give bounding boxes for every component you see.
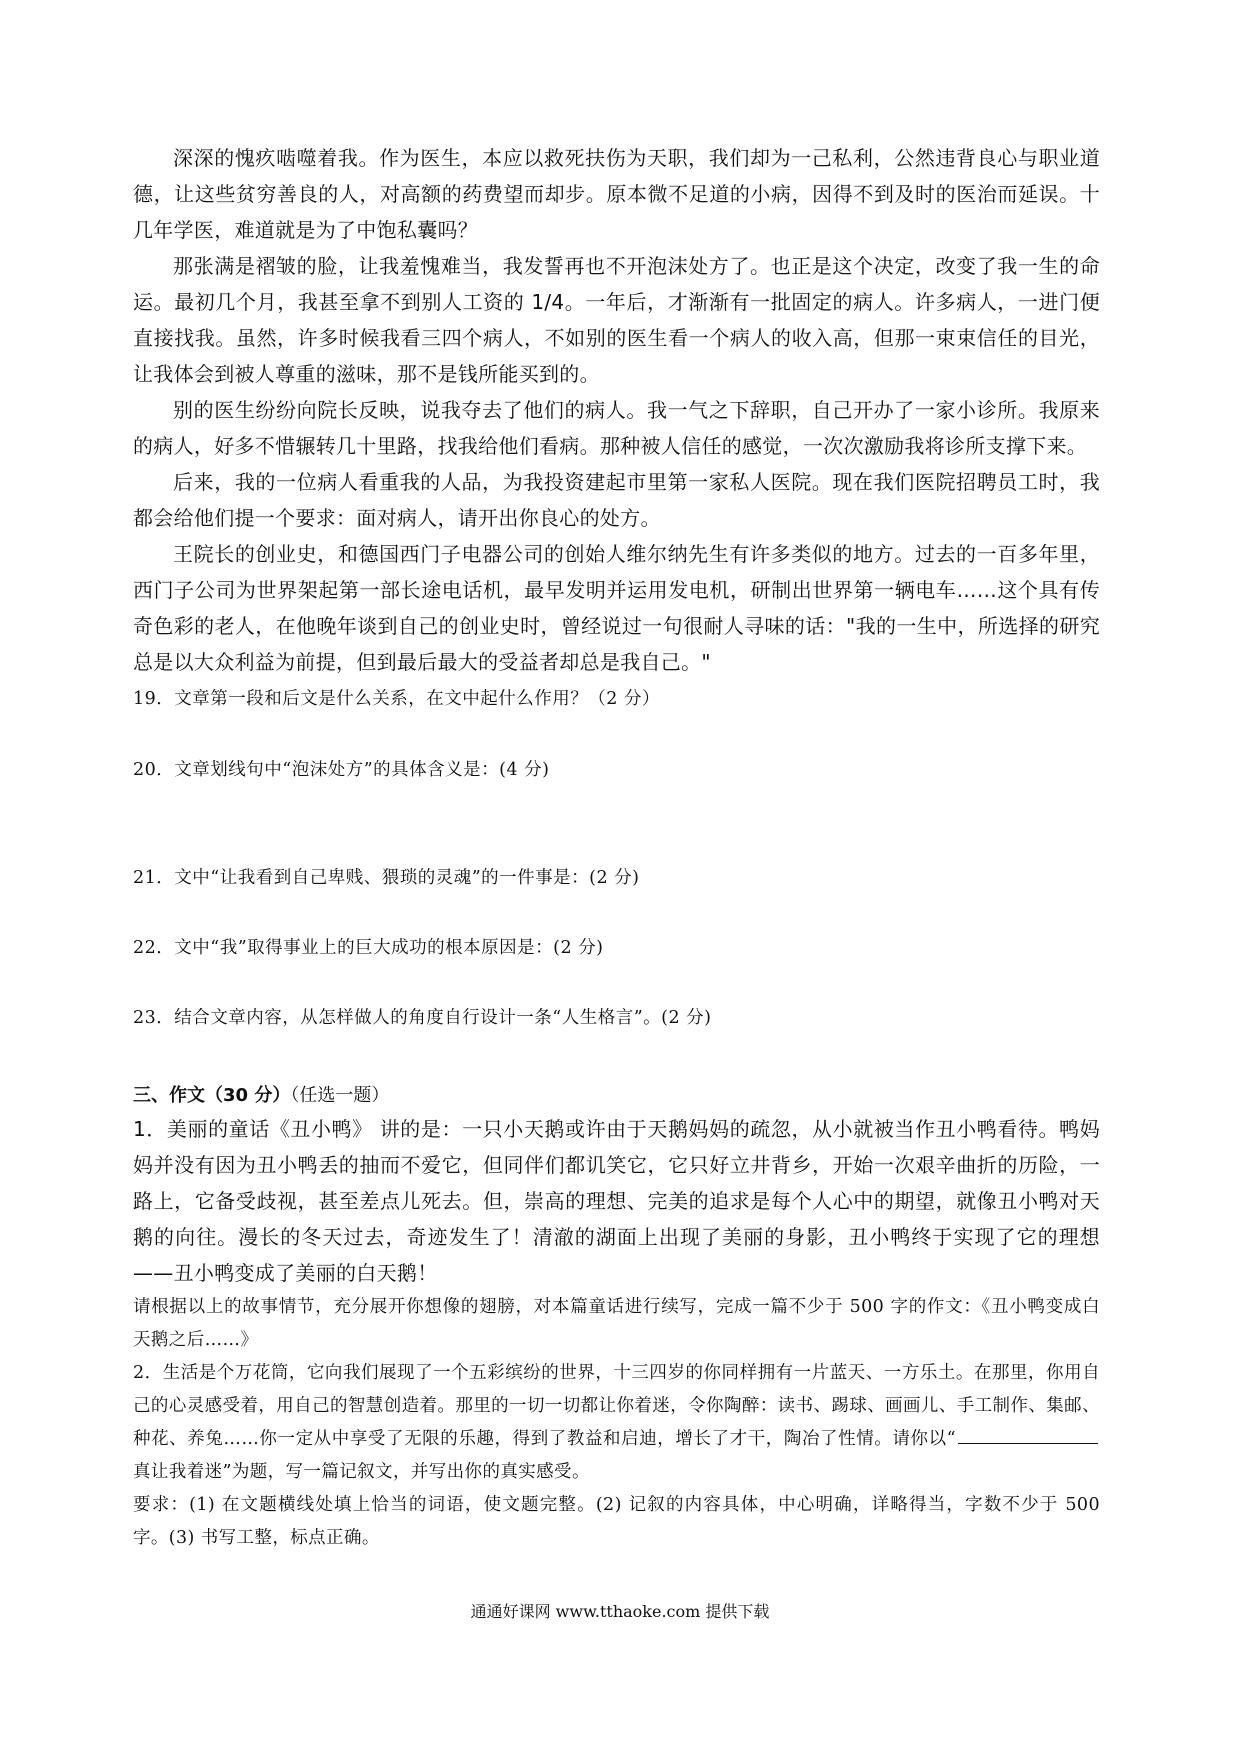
essay-option-1-instruction: 请根据以上的故事情节，充分展开你想像的翅膀，对本篇童话进行续写，完成一篇不少于 500 字的作文：《丑小鸭变成白天鹅之后……》 xyxy=(133,1297,1100,1350)
essay-option-1: 1．美丽的童话《丑小鸭》 讲的是：一只小天鹅或许由于天鹅妈妈的疏忽，从小就被当作丑小鸭看待。鸭妈妈并没有因为丑小鸭丢的抽而不爱它，但同伴们都讥笑它，它只好立井背乡，开始一次艰辛曲折的历险，一路上，它备受歧视，甚至差点儿死去。但，崇高的理想、完美的追求是每个人心中的期望，就像丑小鸭对天鹅的向往。漫长的冬天过去，奇迹发生了！清澈的湖面上出现了美丽的身影，丑小鸭终于实现了它的理想——丑小鸭变成了美丽的白天鹅！ xyxy=(133,1117,1100,1285)
essay-section-title xyxy=(133,1081,1100,1111)
question-list xyxy=(133,684,1100,1033)
question-19: 19．文章第一段和后文是什么关系，在文中起什么作用？（2 分） xyxy=(133,689,660,709)
essay-section xyxy=(133,1111,1100,1555)
essay-requirements: 要求：(1) 在文题横线处填上恰当的词语，使文题完整。(2) 记叙的内容具体，中心明确，详略得当，字数不少于 500 字。(3) 书写工整，标点正确。 xyxy=(133,1495,1100,1548)
essay-title-note: （任选一题） xyxy=(290,1085,390,1106)
passage-paragraph: 后来，我的一位病人看重我的人品，为我投资建起市里第一家私人医院。现在我们医院招聘员工时，我都会给他们提一个要求：面对病人，请开出你良心的处方。 xyxy=(133,470,1100,530)
essay-option-2-text-end: 真让我着迷”为题，写一篇记叙文，并写出你的真实感受。 xyxy=(133,1462,590,1482)
passage-paragraph: 那张满是褶皱的脸，让我羞愧难当，我发誓再也不开泡沫处方了。也正是这个决定，改变了我一生的命运。最初几个月，我甚至拿不到别人工资的 1/4。一年后，才渐渐有一批固定的病人。许多病人，一进门便直接找我。虽然，许多时候我看三四个病人，不如别的医生看一个病人的收入高，但那一束束信任的目光，让我体会到被人尊重的滋味，那不是钱所能买到的。 xyxy=(133,254,1100,386)
passage-paragraph: 深深的愧疚啮噬着我。作为医生，本应以救死扶伤为天职，我们却为一己私利，公然违背良心与职业道德，让这些贫穷善良的人，对高额的药费望而却步。原本微不足道的小病，因得不到及时的医治而延误。十几年学医，难道就是为了中饱私囊吗？ xyxy=(133,146,1100,242)
essay-title: 三、作文（30 分） xyxy=(133,1085,291,1106)
page-footer: 通通好课网 www.tthaoke.com 提供下载 xyxy=(470,1602,770,1621)
question-22: 22．文中“我”取得事业上的巨大成功的根本原因是：(2 分) xyxy=(133,938,604,958)
passage-paragraph: 别的医生纷纷向院长反映，说我夺去了他们的病人。我一气之下辞职，自己开办了一家小诊所。我原来的病人，好多不惜辗转几十里路，找我给他们看病。那种被人信任的感觉，一次次激励我将诊所支撑下来。 xyxy=(133,398,1100,458)
question-21: 21．文中“让我看到自己卑贱、猥琐的灵魂”的一件事是：(2 分) xyxy=(133,868,640,888)
exam-page xyxy=(133,140,1100,1555)
title-blank xyxy=(958,1427,1098,1444)
question-20: 20．文章划线句中“泡沫处方”的具体含义是：(4 分) xyxy=(133,760,550,780)
essay-option-2 xyxy=(133,1357,1100,1489)
question-23: 23．结合文章内容，从怎样做人的角度自行设计一条“人生格言”。(2 分) xyxy=(133,1008,712,1028)
passage-paragraph: 王院长的创业史，和德国西门子电器公司的创始人维尔纳先生有许多类似的地方。过去的一百多年里，西门子公司为世界架起第一部长途电话机，最早发明并运用发电机，研制出世界第一辆电车……这个具有传奇色彩的老人，在他晚年谈到自己的创业史时，曾经说过一句很耐人寻味的话："我的一生中，所选择的研究总是以大众利益为前提，但到最后最大的受益者却总是我自己。" xyxy=(133,542,1100,674)
reading-passage xyxy=(133,140,1100,680)
essay-option-2-text: 2．生活是个万花筒，它向我们展现了一个五彩缤纷的世界，十三四岁的你同样拥有一片蓝天、一方乐土。在那里，你用自己的心灵感受着，用自己的智慧创造着。那里的一切一切都让你着迷，令你陶醉：读书、踢球、画画儿、手工制作、集邮、种花、养兔……你一定从中享受了无限的乐趣，得到了教益和启迪，增长了才干，陶冶了性情。请你以“ xyxy=(133,1363,1100,1449)
